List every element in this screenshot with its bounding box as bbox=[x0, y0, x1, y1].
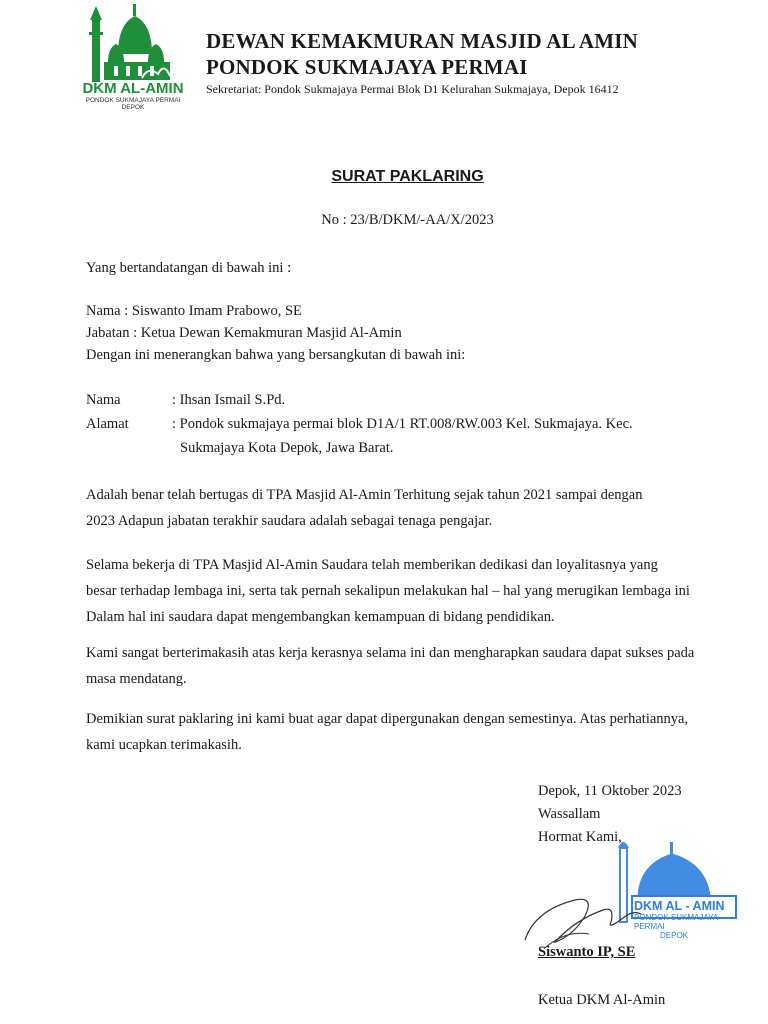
paragraph-1 bbox=[86, 482, 731, 534]
logo-sub1: PONDOK SUKMAJAYA PERMAI bbox=[85, 97, 181, 104]
signer-title: Ketua DKM Al-Amin bbox=[538, 992, 666, 1008]
letter-number: No : 23/B/DKM/-AA/X/2023 bbox=[321, 212, 494, 228]
closing-greeting: Wassallam bbox=[538, 806, 601, 822]
paragraph-3-line1: Kami sangat berterimakasih atas kerja kerasnya selama ini dan mengharapkan saudara dapat sukses pada bbox=[86, 645, 695, 661]
stamp-name: DKM AL - AMIN bbox=[634, 899, 725, 913]
statement-text: Dengan ini menerangkan bahwa yang bersangkutan di bawah ini: bbox=[86, 347, 466, 363]
logo-name: DKM AL-AMIN bbox=[82, 80, 184, 97]
paragraph-1-line2: 2023 Adapun jabatan terakhir saudara adalah sebagai tenaga pengajar. bbox=[86, 513, 493, 529]
subject-address-label: Alamat bbox=[86, 416, 129, 432]
paragraph-2-line2: besar terhadap lembaga ini, serta tak pernah sekalipun melakukan hal – hal yang merugikan lembaga ini bbox=[86, 583, 690, 599]
logo-sub2: DEPOK bbox=[121, 104, 145, 111]
subject-name-label: Nama bbox=[86, 392, 121, 408]
paragraph-4-line2: kami ucapkan terimakasih. bbox=[86, 737, 242, 753]
signer-position-line: Jabatan : Ketua Dewan Kemakmuran Masjid Al-Amin bbox=[86, 325, 402, 341]
signer-name-line: Nama : Siswanto Imam Prabowo, SE bbox=[86, 303, 302, 319]
paragraph-4-line1: Demikian surat paklaring ini kami buat agar dapat dipergunakan dengan semestinya. Atas perhatiannya, bbox=[86, 711, 689, 727]
paragraph-3 bbox=[86, 640, 731, 692]
subject-address-value-line2: Sukmajaya Kota Depok, Jawa Barat. bbox=[180, 440, 394, 456]
paragraph-4 bbox=[86, 706, 731, 758]
org-name-line1: DEWAN KEMAKMURAN MASJID AL AMIN bbox=[206, 29, 639, 53]
org-name-line2: PONDOK SUKMAJAYA PERMAI bbox=[206, 55, 528, 79]
subject-name-value: : Ihsan Ismail S.Pd. bbox=[172, 392, 286, 408]
paragraph-2-line1: Selama bekerja di TPA Masjid Al-Amin Saudara telah memberikan dedikasi dan loyalitasnya yang bbox=[86, 557, 658, 573]
letter-title: SURAT PAKLARING bbox=[331, 168, 484, 185]
logo-caption bbox=[78, 80, 188, 111]
stamp-sub1: PONDOK SUKMAJAYA PERMAI bbox=[634, 913, 718, 931]
subject-address-value-line1: : Pondok sukmajaya permai blok D1A/1 RT.008/RW.003 Kel. Sukmajaya. Kec. bbox=[172, 416, 633, 432]
paragraph-1-line1: Adalah benar telah bertugas di TPA Masjid Al-Amin Terhitung sejak tahun 2021 sampai dengan bbox=[86, 487, 643, 503]
place-date: Depok, 11 Oktober 2023 bbox=[538, 783, 682, 799]
intro-text: Yang bertandatangan di bawah ini : bbox=[86, 260, 292, 276]
signer-name: Siswanto IP, SE bbox=[538, 944, 636, 960]
stamp-sub2: DEPOK bbox=[660, 931, 689, 940]
closing-regards: Hormat Kami, bbox=[538, 829, 622, 845]
paragraph-3-line2: masa mendatang. bbox=[86, 671, 187, 687]
paragraph-2-line3: Dalam hal ini saudara dapat mengembangkan kemampuan di bidang pendidikan. bbox=[86, 609, 555, 625]
paragraph-2 bbox=[86, 552, 731, 630]
org-address: Sekretariat: Pondok Sukmajaya Permai Blok D1 Kelurahan Sukmajaya, Depok 16412 bbox=[206, 82, 619, 96]
